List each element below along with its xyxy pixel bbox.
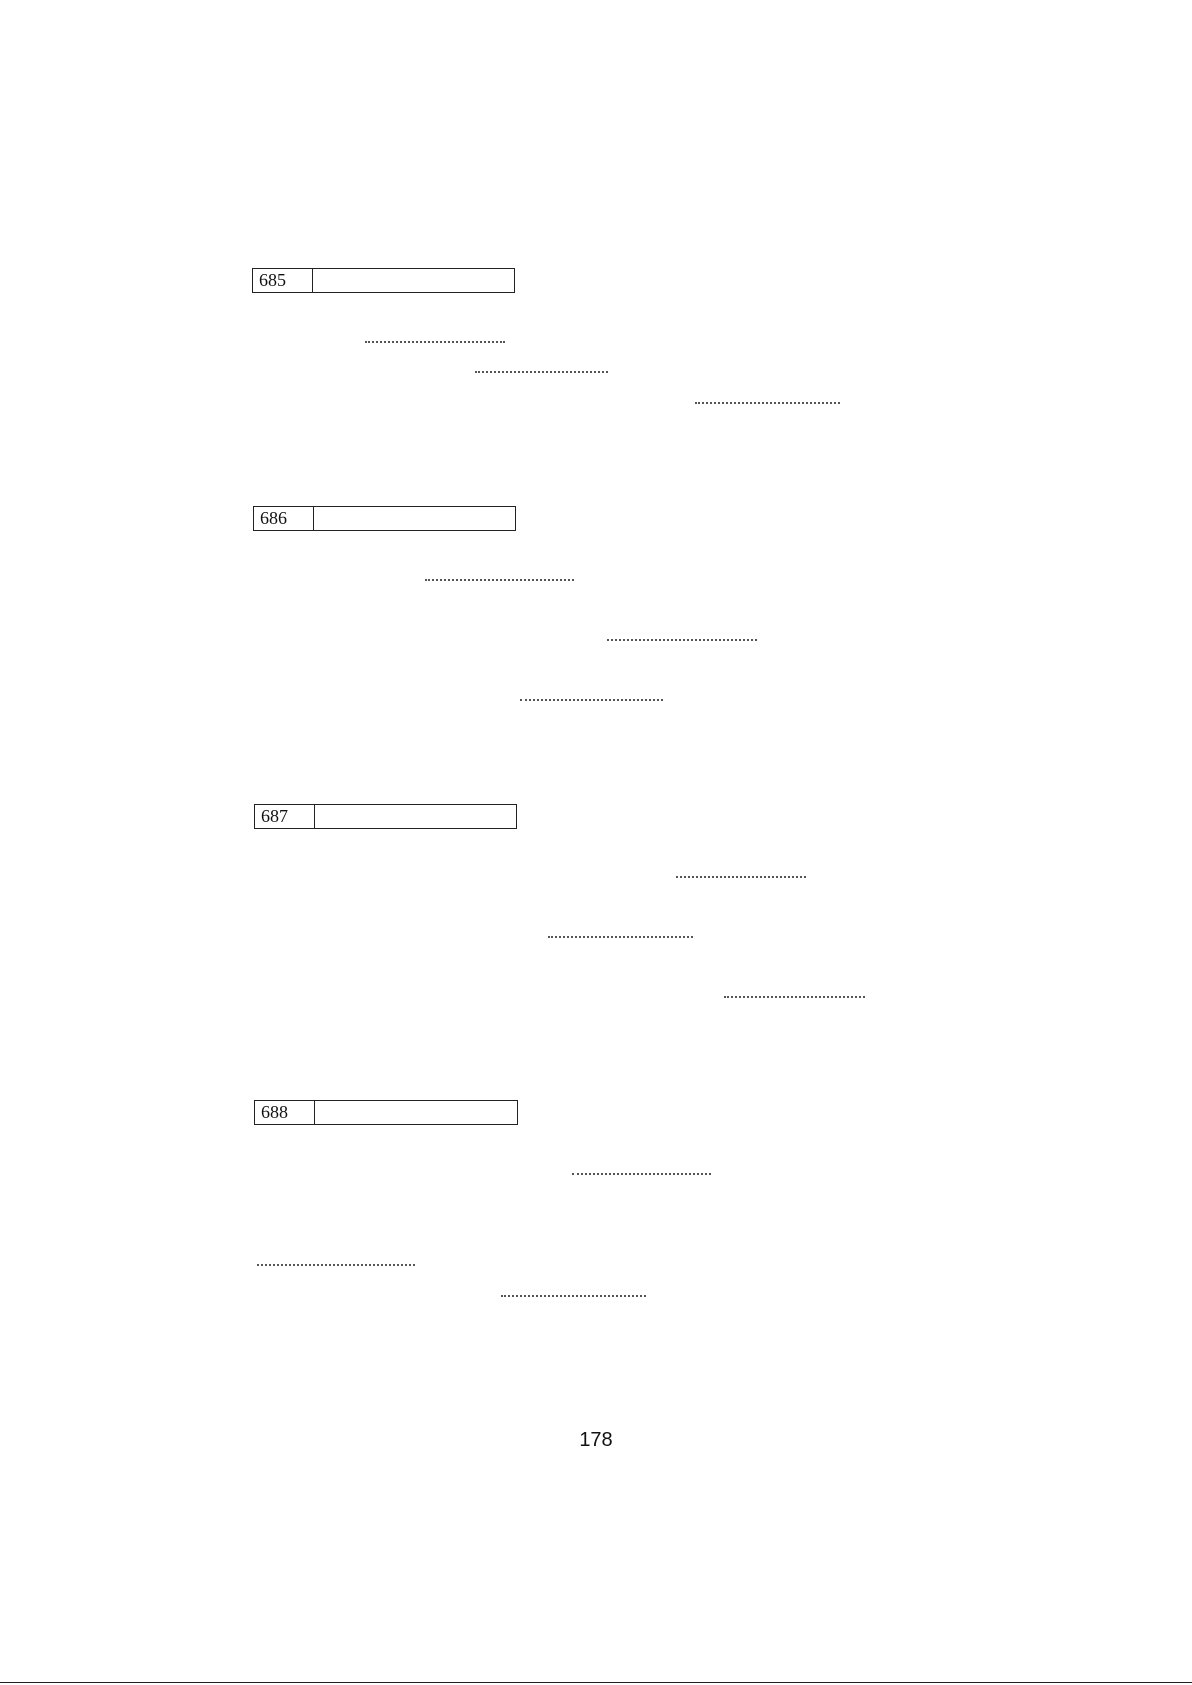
exercise-688-box xyxy=(254,1100,518,1125)
answer-blank[interactable] xyxy=(425,579,574,581)
exercise-answer-area[interactable] xyxy=(315,805,516,828)
bottom-rule xyxy=(0,1682,1192,1683)
page-number: 178 xyxy=(579,1429,613,1451)
exercise-number: 685 xyxy=(253,269,313,292)
exercise-number: 688 xyxy=(255,1101,315,1124)
answer-blank[interactable] xyxy=(365,341,505,343)
answer-blank[interactable] xyxy=(520,699,663,701)
answer-blank[interactable] xyxy=(475,371,608,373)
answer-blank[interactable] xyxy=(724,996,865,998)
exercise-answer-area[interactable] xyxy=(313,269,514,292)
answer-blank[interactable] xyxy=(607,639,757,641)
exercise-number: 686 xyxy=(254,507,314,530)
answer-blank[interactable] xyxy=(695,402,840,404)
answer-blank[interactable] xyxy=(548,936,693,938)
exercise-685-box xyxy=(252,268,515,293)
answer-blank[interactable] xyxy=(676,876,806,878)
exercise-answer-area[interactable] xyxy=(315,1101,517,1124)
answer-blank[interactable] xyxy=(501,1295,646,1297)
answer-blank[interactable] xyxy=(572,1173,711,1175)
exercise-answer-area[interactable] xyxy=(314,507,515,530)
exercise-686-box xyxy=(253,506,516,531)
answer-blank[interactable] xyxy=(257,1264,415,1266)
exercise-number: 687 xyxy=(255,805,315,828)
exercise-687-box xyxy=(254,804,517,829)
